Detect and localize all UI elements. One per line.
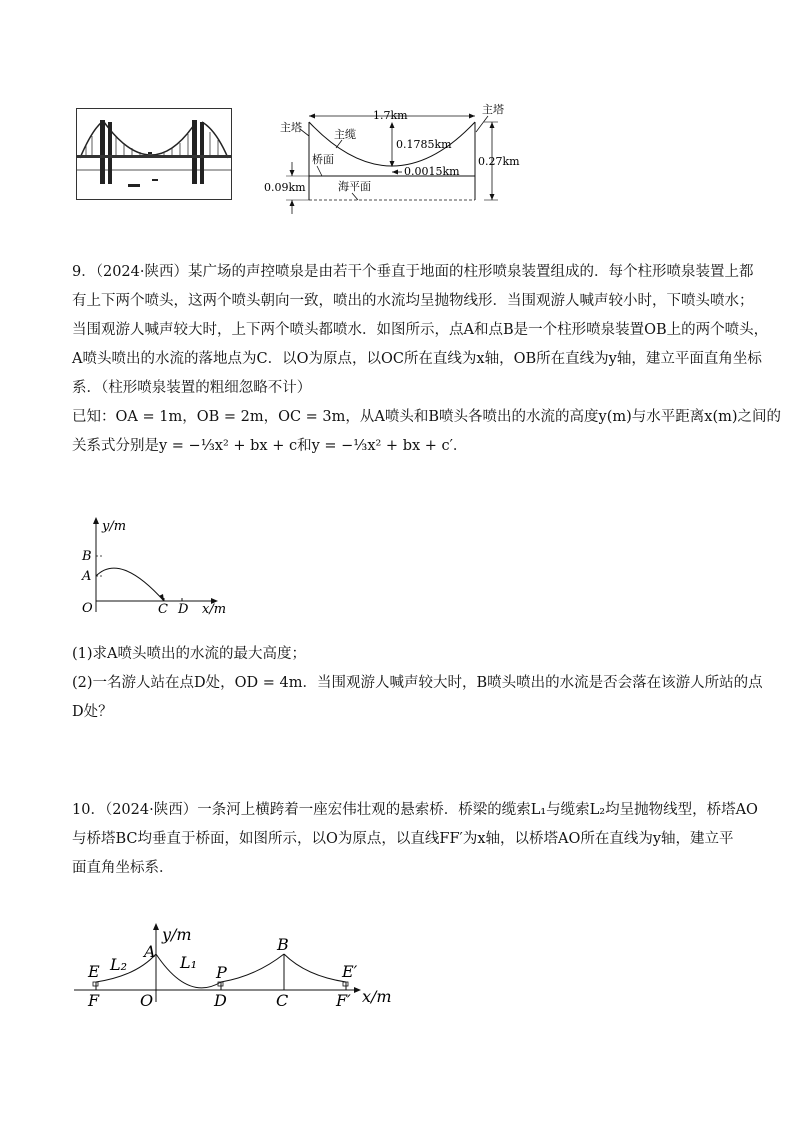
q9-figure <box>70 512 240 622</box>
q10-point-O: O <box>140 991 154 1010</box>
q9-sub-2-line-1: (2)一名游人站在点D处，OD = 4m．当围观游人喊声较大时，B喷头喷出的水流是否会落在该游人所站的点 <box>72 675 763 691</box>
q10-line-2: 与桥塔BC均垂直于桥面，如图所示，以O为原点，以直线FF′为x轴，以桥塔AO所在直线为y轴，建立平 <box>72 831 734 847</box>
question-10-text <box>72 796 758 883</box>
q10-cable-L2: L₂ <box>110 955 128 974</box>
q10-point-E-prime: E′ <box>342 962 358 981</box>
q10-bridge-diagram <box>70 918 410 1018</box>
q10-point-E: E <box>88 962 100 981</box>
tower-height-label: 0.27km <box>478 155 520 168</box>
q9-line-5: 系．（柱形喷泉装置的粗细忽略不计） <box>72 380 312 396</box>
q10-point-B: B <box>277 935 289 954</box>
q9-sub-1: (1)求A喷头喷出的水流的最大高度； <box>72 646 307 662</box>
q9-line-1: 9．（2024·陕西）某广场的声控喷泉是由若干个垂直于地面的柱形喷泉装置组成的．每个柱形喷泉装置上都 <box>72 264 754 280</box>
q10-point-A: A <box>144 942 156 961</box>
q10-line-3: 面直角坐标系． <box>72 860 174 876</box>
sea-level-label: 海平面 <box>338 180 371 193</box>
sag-label: 0.1785km <box>396 138 452 151</box>
q9-point-B: B <box>82 549 92 564</box>
bridge-photo <box>76 108 232 200</box>
q9-line-4: A喷头喷出的水流的落地点为C．以O为原点，以OC所在直线为x轴，OB所在直线为y轴，建立平面直角坐标 <box>72 351 762 367</box>
q9-y-axis-label: y/m <box>102 519 127 534</box>
bridge-schematic-drawing <box>262 100 522 218</box>
q10-point-C: C <box>276 991 289 1010</box>
q9-point-D: D <box>178 602 189 617</box>
q10-figure <box>70 918 410 1018</box>
deck-height-label: 0.09km <box>264 181 306 194</box>
q10-point-P: P <box>216 963 227 982</box>
span-width-label: 1.7km <box>373 109 408 122</box>
q10-x-axis-label: x/m <box>362 987 392 1006</box>
deck-gap-label: 0.0015km <box>404 165 460 178</box>
q9-line-2: 有上下两个喷头，这两个喷头朝向一致，喷出的水流均呈抛物线形．当围观游人喊声较小时，下喷头喷水； <box>72 293 754 309</box>
q9-line-7: 关系式分别是y = −⅓x² + bx + c和y = −⅓x² + bx + c′． <box>72 438 468 454</box>
q10-point-F: F <box>88 991 100 1010</box>
bridge-photo-drawing <box>76 108 232 200</box>
q9-x-axis-label: x/m <box>202 602 227 617</box>
q10-cable-L1: L₁ <box>180 953 198 972</box>
question-9-text <box>72 258 782 461</box>
q9-point-A: A <box>82 569 92 584</box>
q9-subquestions <box>72 640 763 727</box>
q10-y-axis-label: y/m <box>162 925 192 944</box>
q9-point-O: O <box>82 601 93 616</box>
right-tower-label: 主塔 <box>482 103 504 116</box>
left-tower-label: 主塔 <box>280 121 302 134</box>
q9-point-C: C <box>158 602 168 617</box>
q9-fountain-diagram <box>70 512 240 622</box>
q9-line-6: 已知：OA = 1m，OB = 2m，OC = 3m，从A喷头和B喷头各喷出的水流的高度y(m)与水平距离x(m)之间的 <box>72 409 782 425</box>
main-cable-label: 主缆 <box>334 128 356 141</box>
q10-point-F-prime: F′ <box>336 991 351 1010</box>
q10-point-D: D <box>214 991 227 1010</box>
q10-line-1: 10．（2024·陕西）一条河上横跨着一座宏伟壮观的悬索桥．桥梁的缆索L₁与缆索L₂均呈抛物线型，桥塔AO <box>72 802 758 818</box>
bridge-schematic <box>262 100 522 218</box>
q9-sub-2-line-2: D处？ <box>72 704 113 720</box>
q9-line-3: 当围观游人喊声较大时，上下两个喷头都喷水．如图所示，点A和点B是一个柱形喷泉装置OB上的两个喷头， <box>72 322 769 338</box>
deck-label: 桥面 <box>312 153 334 166</box>
